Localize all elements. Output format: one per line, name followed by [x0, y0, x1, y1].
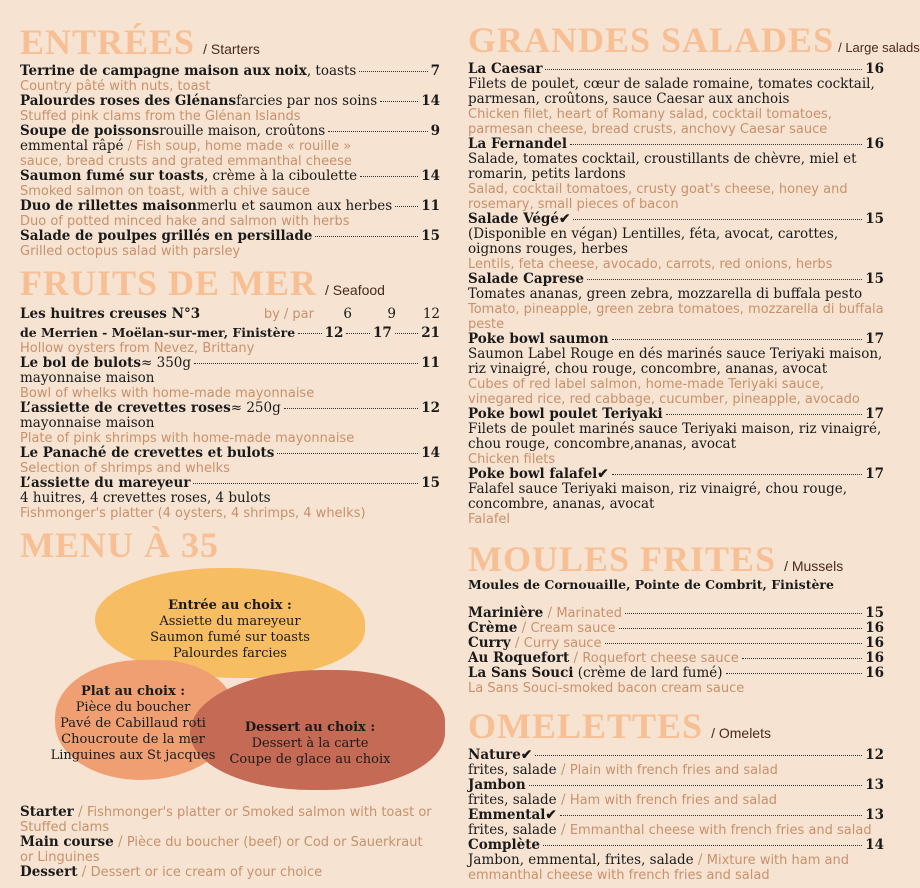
- menu-item-row: [20, 356, 440, 371]
- dot-leader: [543, 845, 862, 846]
- plat-choice: [38, 684, 228, 764]
- item-name: L’assiette de crevettes roses: [20, 400, 231, 416]
- dot-leader: [612, 474, 863, 475]
- item-name: Terrine de campagne maison aux noix: [20, 63, 307, 79]
- item-name: Saumon fumé sur toasts: [20, 168, 204, 184]
- vegetarian-leaf-icon: ✔︎: [545, 807, 557, 823]
- item-desc: , toasts: [306, 63, 357, 79]
- oysters-name: Les huitres creuses N°3: [20, 306, 201, 322]
- dot-leader: [605, 643, 863, 644]
- item-name: L’assiette du mareyeur: [20, 475, 191, 491]
- oyster-size: 9: [387, 306, 396, 322]
- slash-sep: /: [556, 762, 570, 778]
- entree-option: Assiette du mareyeur: [159, 614, 301, 629]
- item-desc: farcies par nos soins: [236, 93, 378, 109]
- slash-sep: /: [556, 822, 570, 838]
- dessert-option: Coupe de glace au choix: [229, 752, 391, 767]
- item-french-text: frites, salade: [468, 792, 557, 808]
- item-french: [468, 823, 884, 838]
- item-price: 14: [421, 445, 440, 461]
- menu-item-row: [468, 332, 884, 347]
- menu-item-row: [468, 272, 884, 287]
- item-price: 15: [865, 211, 884, 227]
- item-french-text: Jambon, emmental, frites, salade: [468, 852, 694, 868]
- item-french-text: frites, salade: [468, 822, 557, 838]
- slash-sep: /: [510, 635, 524, 651]
- item-english: Marinated: [556, 606, 623, 621]
- mussel-row: [468, 651, 884, 666]
- item-desc: (crème de lard fumé): [573, 665, 723, 681]
- item-name: Salade Végé: [468, 211, 559, 227]
- item-price: 9: [430, 123, 440, 139]
- item-price: 14: [421, 168, 440, 184]
- menu-item-row: [468, 137, 884, 152]
- menu-item-row: [20, 401, 440, 416]
- item-english: Cubes of red label salmon, home-made Teriyaki sauce, vinegared rice, red cabbage, cucumber, pineapple, avocado: [468, 377, 860, 407]
- dot-leader: [395, 333, 418, 334]
- dot-leader: [535, 755, 862, 756]
- item-english: Salad, cocktail tomatoes, crusty goat's cheese, honey and rosemary, small pieces of bacon: [468, 182, 848, 212]
- item-price: 13: [865, 807, 884, 823]
- oysters-origin: de Merrien - Moëlan-sur-mer, Finistère: [20, 325, 296, 340]
- mussel-row: [468, 636, 884, 651]
- item-french-2: mayonnaise maison: [20, 370, 155, 386]
- item-name: Poke bowl saumon: [468, 331, 609, 347]
- dessert-head: Dessert au choix :: [244, 720, 376, 735]
- item-desc: ≈ 350g: [141, 355, 192, 371]
- item-name: Crème: [468, 620, 518, 636]
- slash-sep: /: [556, 792, 570, 808]
- item-french-text: emmental râpé: [20, 138, 124, 154]
- item-price: 13: [865, 777, 884, 793]
- section-subtitle: / Large salads: [838, 40, 920, 55]
- menu-item-row: [20, 124, 440, 139]
- dot-leader: [666, 414, 863, 415]
- mussel-row: [468, 621, 884, 636]
- section-title: FRUITS DE MER: [20, 263, 318, 303]
- item-price: 7: [430, 63, 440, 79]
- item-price: 12: [421, 400, 440, 416]
- mussel-row: [468, 666, 884, 681]
- item-english: Grilled octopus salad with parsley: [20, 244, 241, 259]
- dot-leader: [315, 236, 418, 237]
- entree-option: Saumon fumé sur toasts: [150, 630, 310, 645]
- item-name: Duo de rillettes maison: [20, 198, 197, 214]
- dot-leader: [328, 131, 427, 132]
- oyster-price: 21: [421, 325, 441, 341]
- dessert-choice: [215, 720, 405, 768]
- item-desc: rouille maison, croûtons: [159, 123, 326, 139]
- dot-leader: [395, 206, 418, 207]
- item-price: 16: [865, 136, 884, 152]
- item-name: Emmental: [468, 807, 546, 823]
- seafood-header: [20, 265, 440, 301]
- mussels-list: [468, 606, 884, 681]
- item-english: Fishmonger's platter (4 oysters, 4 shrimps, 4 whelks): [20, 506, 366, 521]
- dot-leader: [573, 219, 862, 220]
- item-name: Soupe de poissons: [20, 123, 160, 139]
- seafood-list: [20, 356, 440, 521]
- item-french: Salade, tomates cocktail, croustillants de chèvre, miel et romarin, petits lardons: [468, 151, 857, 182]
- item-english: Falafel: [468, 512, 511, 527]
- menu-item-row: [20, 229, 440, 244]
- item-price: 15: [865, 271, 884, 287]
- section-title: MOULES FRITES: [468, 539, 777, 579]
- menu-item-row: [468, 838, 884, 853]
- item-price: 17: [865, 331, 884, 347]
- section-subtitle: / Starters: [203, 41, 260, 57]
- dot-leader: [346, 333, 369, 334]
- item-name: Nature: [468, 747, 521, 763]
- dot-leader: [619, 628, 863, 629]
- item-english: Mixture with ham and emmanthal cheese with french fries and salad: [468, 853, 849, 883]
- item-english: sauce, bread crusts and grated emmanthal cheese: [20, 154, 352, 169]
- salads-header: [468, 20, 920, 60]
- dot-leader: [545, 69, 862, 70]
- dot-leader: [529, 785, 863, 786]
- plat-head: Plat au choix :: [80, 684, 186, 699]
- dot-leader: [193, 483, 418, 484]
- oysters-prices-row: [20, 325, 440, 341]
- menu-item-row: [20, 94, 440, 109]
- item-english: Lentils, feta cheese, avocado, carrots, red onions, herbs: [468, 257, 833, 272]
- item-french-2: 4 huitres, 4 crevettes roses, 4 bulots: [20, 490, 271, 506]
- dot-leader: [587, 279, 862, 280]
- item-french: [468, 763, 884, 778]
- menu-item-row: [468, 808, 884, 823]
- item-price: 16: [865, 650, 884, 666]
- dot-leader: [284, 408, 418, 409]
- item-english: Chicken filets: [468, 452, 556, 467]
- item-english: Cream sauce: [530, 621, 616, 636]
- item-name: Le Panaché de crevettes et bulots: [20, 445, 275, 461]
- item-price: 16: [865, 61, 884, 77]
- item-name: Poke bowl falafel: [468, 466, 598, 482]
- menu-item-row: [468, 62, 884, 77]
- dot-leader: [612, 339, 863, 340]
- item-english: Chicken filet, heart of Romany salad, cocktail tomatoes, parmesan cheese, bread crusts, anchovy Caesar sauce: [468, 107, 832, 137]
- item-price: 15: [421, 228, 440, 244]
- slash-sep: /: [569, 650, 583, 666]
- left-column: [20, 0, 440, 563]
- item-french: Saumon Label Rouge en dés marinés sauce Teriyaki maison, riz vinaigré, chou rouge, concombre, ananas, avocat: [468, 346, 883, 377]
- item-name: Curry: [468, 635, 511, 651]
- oysters-sizes-row: [20, 307, 440, 322]
- item-desc: ≈ 250g: [230, 400, 281, 416]
- omelets-header: [468, 708, 884, 744]
- item-english: Ham with french fries and salad: [569, 793, 778, 808]
- item-name: Marinière: [468, 605, 544, 621]
- item-english: Tomato, pineapple, green zebra tomatoes, mozzarella di buffala peste: [468, 302, 884, 332]
- item-price: 17: [865, 466, 884, 482]
- item-price: 14: [421, 93, 440, 109]
- entree-head: Entrée au choix :: [168, 598, 292, 613]
- dot-leader: [625, 613, 862, 614]
- item-price: 11: [421, 355, 440, 371]
- menu-item-row: [468, 748, 884, 763]
- plat-option: Pièce du boucher: [75, 700, 191, 715]
- plat-option: Pavé de Cabillaud roti: [60, 716, 206, 731]
- menu35-graphic: [0, 560, 460, 810]
- dot-leader: [360, 176, 418, 177]
- sans-souci-english: La Sans Souci-smoked bacon cream sauce: [468, 681, 745, 696]
- footer-main-2: or Linguines: [20, 850, 100, 865]
- dot-leader: [359, 71, 427, 72]
- footer-dessert: Dessert / Dessert or ice cream of your choice: [20, 864, 323, 880]
- item-french: (Disponible en végan) Lentilles, féta, avocat, carottes, oignons rouges, herbes: [468, 226, 839, 257]
- omelets-list: [468, 748, 884, 883]
- section-subtitle: / Mussels: [784, 558, 844, 574]
- vegetarian-leaf-icon: ✔︎: [597, 466, 609, 482]
- menu-item-row: [20, 64, 440, 79]
- item-french: Filets de poulet marinés sauce Teriyaki maison, riz vinaigré, chou rouge, concombre,ananas, avocat: [468, 421, 882, 452]
- oyster-size: 6: [343, 306, 352, 322]
- menu-item-row: [468, 467, 884, 482]
- oysters-english: Hollow oysters from Nevez, Brittany: [20, 341, 255, 356]
- menu-item-row: [20, 446, 440, 461]
- item-price: 16: [865, 635, 884, 651]
- item-price: 16: [865, 620, 884, 636]
- slash-sep: /: [693, 852, 707, 868]
- dot-leader: [194, 363, 418, 364]
- section-subtitle: / Omelets: [711, 725, 771, 741]
- item-english: Stuffed pink clams from the Glénan Islands: [20, 109, 301, 124]
- plat-option: Linguines aux St jacques: [50, 748, 216, 763]
- menu-item-row: [20, 476, 440, 491]
- item-english-inline: / Fish soup, home made « rouille »: [123, 139, 352, 154]
- item-price: 12: [865, 747, 884, 763]
- dot-leader: [742, 658, 862, 659]
- item-name: La Sans Souci: [468, 665, 574, 681]
- slash-sep: /: [517, 620, 531, 636]
- section-title: ENTRÉES: [20, 22, 196, 62]
- item-french: Falafel sauce Teriyaki maison, riz vinaigré, chou rouge, concombre, ananas, avocat: [468, 481, 848, 512]
- oyster-size: 12: [422, 306, 440, 322]
- menu-item-row: [20, 169, 440, 184]
- menu-item-row: [468, 212, 884, 227]
- item-english: Bowl of whelks with home-made mayonnaise: [20, 386, 315, 401]
- item-french-2: mayonnaise maison: [20, 415, 155, 431]
- vegetarian-leaf-icon: ✔︎: [558, 211, 571, 227]
- item-price: 16: [865, 665, 884, 681]
- dot-leader: [277, 453, 418, 454]
- item-price: 15: [421, 475, 440, 491]
- item-name: Jambon: [468, 777, 526, 793]
- section-title: GRANDES SALADES: [468, 20, 835, 60]
- item-price: 17: [865, 406, 884, 422]
- dot-leader: [298, 333, 321, 334]
- item-name: Le bol de bulots: [20, 355, 142, 371]
- menu35-header: [20, 527, 440, 563]
- item-french-text: frites, salade: [468, 762, 557, 778]
- section-subtitle: / Seafood: [325, 282, 385, 298]
- oysters-block: [20, 307, 440, 356]
- item-french: [468, 793, 884, 808]
- item-price: 14: [865, 837, 884, 853]
- vegetarian-leaf-icon: ✔︎: [520, 747, 533, 763]
- mussel-row: [468, 606, 884, 621]
- item-english: Selection of shrimps and whelks: [20, 461, 230, 476]
- menu-item-row: [468, 778, 884, 793]
- section-title: MENU À 35: [20, 525, 219, 565]
- item-name: Salade Caprese: [468, 271, 584, 287]
- slash-sep: /: [543, 605, 557, 621]
- item-english: Curry sauce: [523, 636, 602, 651]
- oyster-price: 12: [324, 325, 344, 341]
- dot-leader: [570, 144, 862, 145]
- section-title: OMELETTES: [468, 706, 704, 746]
- item-desc: , crème à la ciboulette: [203, 168, 358, 184]
- item-name: Au Roquefort: [468, 650, 570, 666]
- item-french-2: [20, 139, 440, 154]
- item-desc: merlu et saumon aux herbes: [196, 198, 393, 214]
- mussels-origin: Moules de Cornouaille, Pointe de Combrit, Finistère: [468, 577, 834, 592]
- item-english: Duo of potted minced hake and salmon with herbs: [20, 214, 350, 229]
- item-name: La Caesar: [468, 61, 543, 77]
- footer-starter: Starter / Fishmonger's platter or Smoked salmon with toast or: [20, 804, 432, 820]
- entrees-list: [20, 64, 440, 259]
- dot-leader: [380, 101, 418, 102]
- oysters-by: by / par: [263, 307, 314, 322]
- entrees-header: [20, 24, 440, 60]
- item-english: Emmanthal cheese with french fries and salad: [569, 823, 872, 838]
- item-price: 11: [421, 198, 440, 214]
- entree-choice: [130, 598, 330, 662]
- item-name: La Fernandel: [468, 136, 568, 152]
- item-french: [468, 853, 884, 883]
- dot-leader: [560, 815, 863, 816]
- right-column: [468, 0, 920, 883]
- item-name: Palourdes roses des Glénans: [20, 93, 237, 109]
- plat-option: Choucroute de la mer: [61, 732, 205, 747]
- menu-item-row: [20, 199, 440, 214]
- salads-list: [468, 62, 884, 527]
- item-name: Salade de poulpes grillés en persillade: [20, 228, 313, 244]
- dot-leader: [726, 673, 863, 674]
- oyster-price: 17: [372, 325, 392, 341]
- item-english: Plain with french fries and salad: [569, 763, 778, 778]
- entree-option: Palourdes farcies: [173, 646, 287, 661]
- item-english: Plate of pink shrimps with home-made mayonnaise: [20, 431, 355, 446]
- item-english: Roquefort cheese sauce: [582, 651, 739, 666]
- item-name: Complète: [468, 837, 541, 853]
- item-french: Tomates ananas, green zebra, mozzarella di buffala pesto: [468, 286, 863, 302]
- item-english: Country pâté with nuts, toast: [20, 79, 211, 94]
- footer-main: Main course / Pièce du boucher (beef) or Cod or Sauerkraut: [20, 834, 423, 850]
- menu35-footer: [20, 805, 445, 880]
- item-english: Smoked salmon on toast, with a chive sauce: [20, 184, 310, 199]
- menu-item-row: [468, 407, 884, 422]
- dessert-option: Dessert à la carte: [251, 736, 369, 751]
- item-price: 15: [865, 605, 884, 621]
- item-name: Poke bowl poulet Teriyaki: [468, 406, 663, 422]
- footer-starter-2: Stuffed clams: [20, 820, 110, 835]
- item-french: Filets de poulet, cœur de salade romaine, tomates cocktail, parmesan, croûtons, sauce Caesar aux anchois: [468, 76, 875, 107]
- mussels-header: [468, 541, 884, 577]
